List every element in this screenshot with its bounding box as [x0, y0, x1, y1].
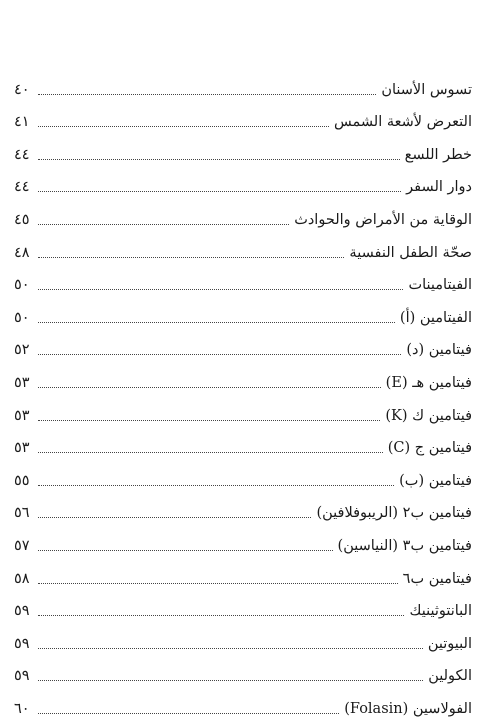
- toc-entry-page: ٥٩: [14, 603, 30, 620]
- toc-entry-title: الفولاسين (Folasin): [344, 700, 472, 717]
- toc-dot-leader: [38, 126, 329, 127]
- toc-entry-title: فيتامين ب٣ (النياسين): [337, 537, 472, 554]
- toc-entry-title: فيتامين ج (C): [387, 440, 472, 457]
- toc-entry-page: ٥٣: [14, 407, 30, 424]
- toc-entry-title: البانتوثينيك: [409, 603, 472, 620]
- toc-entry-page: ٤٤: [14, 179, 30, 196]
- toc-entry: [14, 524, 472, 557]
- toc-entry: [14, 655, 472, 688]
- toc-dot-leader: [38, 615, 404, 616]
- toc-entry-page: ٥٠: [14, 277, 30, 294]
- toc-dot-leader: [38, 648, 423, 649]
- toc-entry: [14, 264, 472, 297]
- toc-dot-leader: [38, 257, 344, 258]
- toc-dot-leader: [38, 322, 395, 323]
- toc-dot-leader: [38, 713, 339, 714]
- toc-dot-leader: [38, 354, 401, 355]
- toc-entry: [14, 394, 472, 427]
- toc-entry: [14, 166, 472, 199]
- toc-entry-title: الكولين: [428, 668, 472, 685]
- toc-entry-page: ٥٨: [14, 570, 30, 587]
- toc-entry-page: ٤١: [14, 114, 30, 131]
- toc-entry: [14, 329, 472, 362]
- toc-dot-leader: [38, 452, 383, 453]
- toc-entry: [14, 492, 472, 525]
- toc-entry-title: فيتامين ب٢ (الريبوفلافين): [316, 505, 472, 522]
- toc-entry-title: فيتامين (ب): [399, 472, 472, 489]
- toc-entry-title: فيتامين (د): [406, 342, 472, 359]
- toc-dot-leader: [38, 517, 311, 518]
- toc-entry-title: الوقاية من الأمراض والحوادث: [294, 211, 472, 228]
- toc-dot-leader: [38, 583, 398, 584]
- toc-entry-title: خطر اللسع: [404, 146, 472, 163]
- toc-dot-leader: [38, 159, 400, 160]
- toc-entry-page: ٥٣: [14, 374, 30, 391]
- toc-entry: [14, 459, 472, 492]
- toc-entry: [14, 557, 472, 590]
- toc-entry-page: ٥٧: [14, 537, 30, 554]
- toc-entry: [14, 68, 472, 101]
- toc-dot-leader: [38, 485, 394, 486]
- toc-entry: [14, 590, 472, 623]
- toc-dot-leader: [38, 387, 381, 388]
- toc-dot-leader: [38, 680, 423, 681]
- toc-entry-page: ٥٠: [14, 309, 30, 326]
- toc-entry-page: ٥٩: [14, 668, 30, 685]
- toc-entry-page: ٦٠: [14, 700, 30, 717]
- toc-entry: [14, 361, 472, 394]
- toc-entry-page: ٥٥: [14, 472, 30, 489]
- toc-entry-title: فيتامين ك (K): [385, 407, 472, 424]
- toc-entry: [14, 198, 472, 231]
- toc-entry-title: فيتامين ب٦: [402, 570, 472, 587]
- toc-entry-title: البيوتين: [427, 635, 472, 652]
- toc-entry-page: ٥٦: [14, 505, 30, 522]
- toc-entry-title: دوار السفر: [406, 179, 472, 196]
- toc-entry-page: ٤٥: [14, 211, 30, 228]
- toc-dot-leader: [38, 94, 376, 95]
- toc-entry-title: تسوس الأسنان: [381, 81, 472, 98]
- toc-entry-title: التعرض لأشعة الشمس: [333, 114, 472, 131]
- toc-entry: [14, 427, 472, 460]
- toc-entry: [14, 101, 472, 134]
- toc-entry-page: ٤٠: [14, 81, 30, 98]
- toc-dot-leader: [38, 224, 289, 225]
- toc-entry-page: ٤٤: [14, 146, 30, 163]
- toc-entry: [14, 296, 472, 329]
- toc-entry-page: ٥٩: [14, 635, 30, 652]
- toc-dot-leader: [38, 550, 333, 551]
- toc-entry-page: ٥٣: [14, 440, 30, 457]
- toc-entry-page: ٥٢: [14, 342, 30, 359]
- toc-entry-title: الفيتامينات: [408, 277, 472, 294]
- toc-entry: [14, 622, 472, 655]
- toc-entry-title: صحّة الطفل النفسية: [349, 244, 472, 261]
- toc-entry: [14, 133, 472, 166]
- table-of-contents: [14, 68, 472, 720]
- toc-dot-leader: [38, 289, 403, 290]
- toc-entry: [14, 231, 472, 264]
- toc-dot-leader: [38, 420, 380, 421]
- toc-dot-leader: [38, 191, 401, 192]
- toc-entry: [14, 687, 472, 720]
- toc-entry-title: الفيتامين (أ): [399, 309, 472, 326]
- toc-entry-title: فيتامين هـ (E): [385, 374, 472, 391]
- toc-entry-page: ٤٨: [14, 244, 30, 261]
